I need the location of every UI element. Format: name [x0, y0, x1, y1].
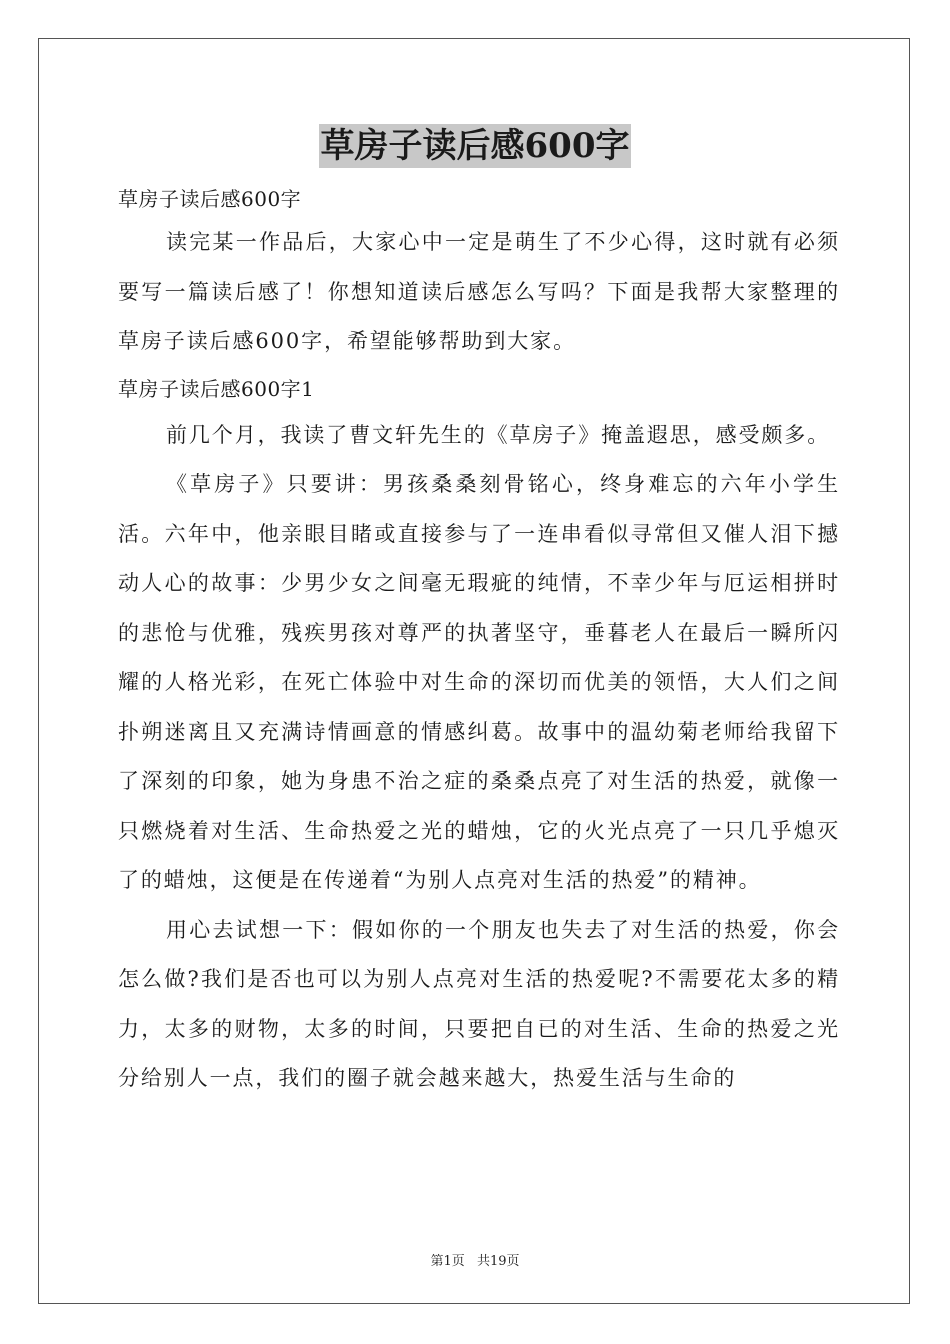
title-container	[0, 124, 950, 168]
body-paragraph-2: 《草房子》只要讲：男孩桑桑刻骨铭心，终身难忘的六年小学生活。六年中，他亲眼目睹或直接参与了一连串看似寻常但又催人泪下撼动人心的故事：少男少女之间毫无瑕疵的纯情，不幸少年与厄运相拼时的悲怆与优雅，残疾男孩对尊严的执著坚守，垂暮老人在最后一瞬所闪耀的人格光彩，在死亡体验中对生命的深切而优美的领悟，大人们之间扑朔迷离且又充满诗情画意的情感纠葛。故事中的温幼菊老师给我留下了深刻的印象，她为身患不治之症的桑桑点亮了对生活的热爱，就像一只燃烧着对生活、生命热爱之光的蜡烛，它的火光点亮了一只几乎熄灭了的蜡烛，这便是在传递着“为别人点亮对生活的热爱”的精神。	[118, 472, 840, 892]
page-total: 共19页	[476, 1254, 520, 1269]
page-number: 第1页	[430, 1254, 465, 1269]
document-body	[118, 180, 840, 1104]
body-paragraph-1: 前几个月，我读了曹文轩先生的《草房子》掩盖遐思，感受颇多。	[166, 422, 831, 447]
page-footer	[0, 1250, 950, 1269]
intro-paragraph: 读完某一作品后，大家心中一定是萌生了不少心得，这时就有必须要写一篇读后感了！你想知道读后感怎么写吗？下面是我帮大家整理的草房子读后感600字，希望能够帮助到大家。	[118, 230, 840, 353]
document-title: 草房子读后感600字	[320, 126, 630, 166]
section-heading: 草房子读后感600字1	[118, 376, 315, 401]
body-paragraph-3: 用心去试想一下：假如你的一个朋友也失去了对生活的热爱，你会怎么做?我们是否也可以为别人点亮对生活的热爱呢?不需要花太多的精力，太多的财物，太多的时间，只要把自已的对生活、生命的热爱之光分给别人一点，我们的圈子就会越来越大，热爱生活与生命的	[118, 917, 840, 1090]
document-subtitle: 草房子读后感600字	[118, 187, 302, 211]
